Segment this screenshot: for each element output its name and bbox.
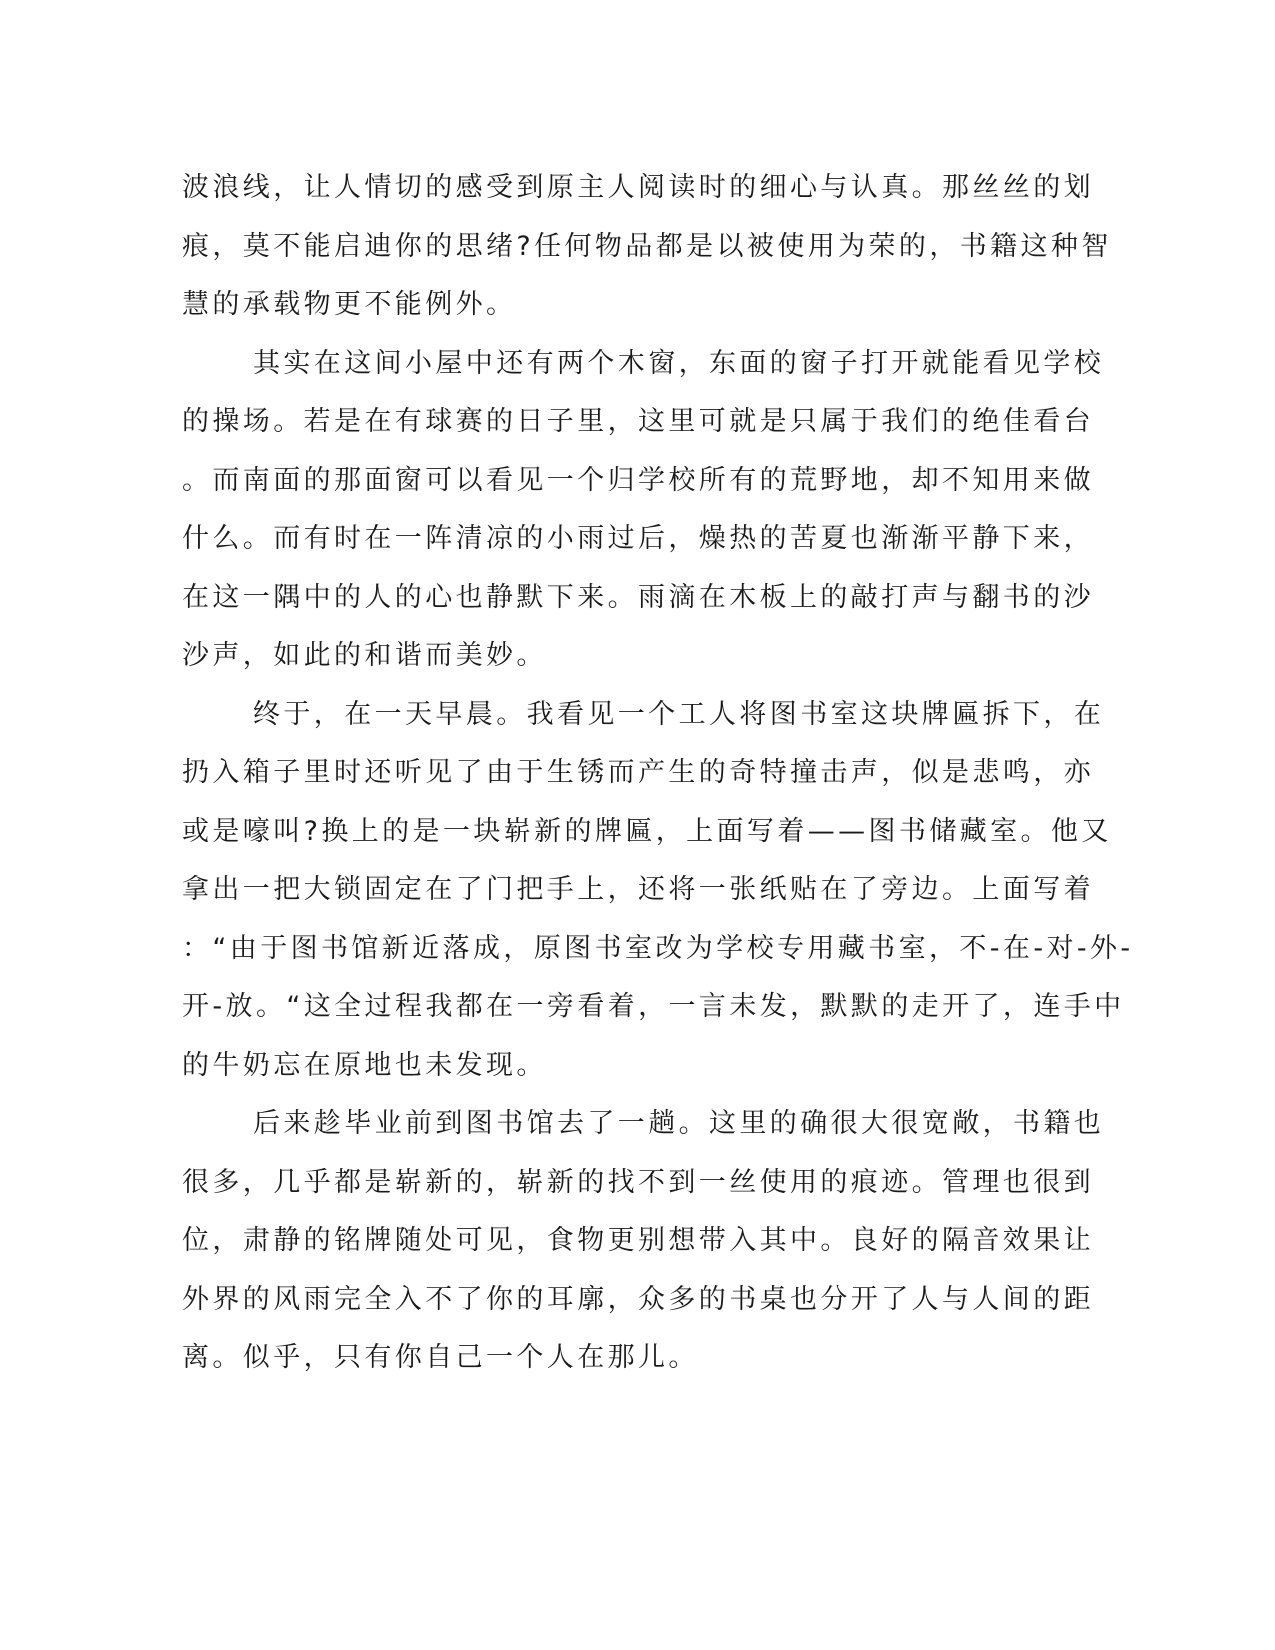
text-line: 开-放。“这全过程我都在一旁看着，一言未发，默默的走开了，连手中 bbox=[182, 991, 1125, 1022]
text-line: 痕，莫不能启迪你的思绪?任何物品都是以被使用为荣的，书籍这种智 bbox=[182, 230, 1112, 262]
text-line: 很多，几乎都是崭新的，崭新的找不到一丝使用的痕迹。管理也很到 bbox=[182, 1166, 1094, 1198]
text-line: 。而南面的那面窗可以看见一个归学校所有的荒野地，却不知用来做 bbox=[182, 464, 1094, 496]
text-line: 波浪线，让人情切的感受到原主人阅读时的细心与认真。那丝丝的划 bbox=[182, 172, 1094, 203]
paragraph-4 bbox=[182, 1095, 1105, 1388]
text-line: 的牛奶忘在原地也未发现。 bbox=[182, 1049, 547, 1081]
paragraph-3 bbox=[182, 686, 1134, 1096]
paragraph-2 bbox=[182, 335, 1105, 686]
text-line: 拿出一把大锁固定在了门把手上，还将一张纸贴在了旁边。上面写着 bbox=[182, 874, 1094, 905]
text-line: 在这一隅中的人的心也静默下来。雨滴在木板上的敲打声与翻书的沙 bbox=[182, 581, 1094, 613]
text-line: 后来趁毕业前到图书馆去了一趟。这里的确很大很宽敞，书籍也 bbox=[253, 1108, 1105, 1139]
text-line: 外界的风雨完全入不了你的耳廓，众多的书桌也分开了人与人间的距 bbox=[182, 1283, 1094, 1315]
text-line: 或是嚎叫?换上的是一块崭新的牌匾，上面写着——图书储藏室。他又 bbox=[182, 815, 1112, 847]
text-line: 慧的承载物更不能例外。 bbox=[182, 289, 517, 320]
document-body bbox=[182, 159, 1134, 1388]
text-line: 扔入箱子里时还听见了由于生锈而产生的奇特撞击声，似是悲鸣，亦 bbox=[182, 757, 1094, 788]
text-line: 什么。而有时在一阵清凉的小雨过后，燥热的苦夏也渐渐平静下来， bbox=[182, 523, 1094, 554]
text-line: 沙声，如此的和谐而美妙。 bbox=[182, 640, 547, 671]
text-line: 离。似乎，只有你自己一个人在那儿。 bbox=[182, 1342, 699, 1373]
text-line: 位，肃静的铭牌随处可见，食物更别想带入其中。良好的隔音效果让 bbox=[182, 1225, 1094, 1256]
text-line: 的操场。若是在有球赛的日子里，这里可就是只属于我们的绝佳看台 bbox=[182, 406, 1094, 437]
text-line: 其实在这间小屋中还有两个木窗，东面的窗子打开就能看见学校 bbox=[253, 347, 1105, 379]
paragraph-1 bbox=[182, 159, 1112, 335]
text-line: ：“由于图书馆新近落成，原图书室改为学校专用藏书室，不-在-对-外- bbox=[182, 932, 1134, 964]
text-line: 终于，在一天早晨。我看见一个工人将图书室这块牌匾拆下，在 bbox=[253, 698, 1105, 730]
